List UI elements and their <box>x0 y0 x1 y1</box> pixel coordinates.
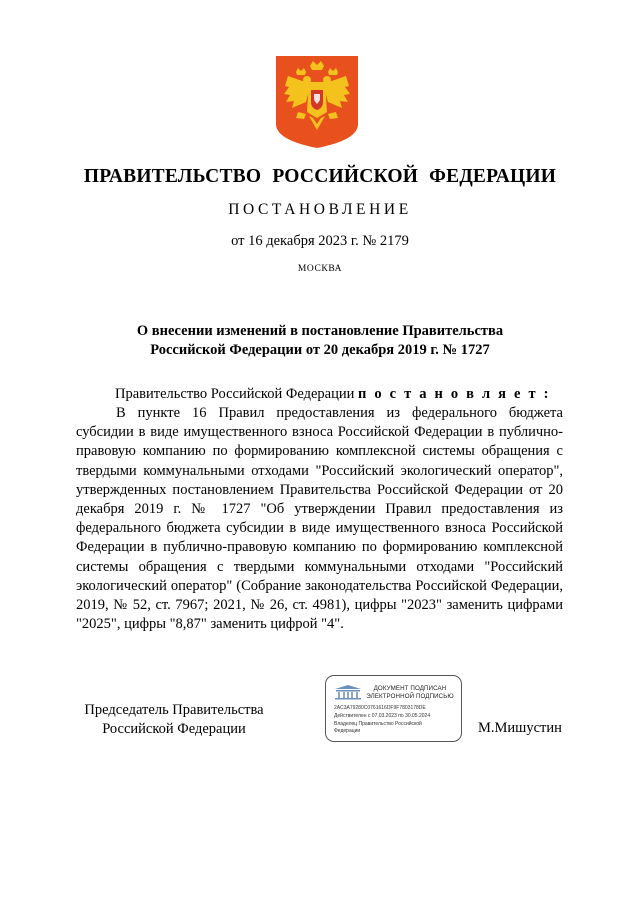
body-paragraph: В пункте 16 Правил предоставления из федерального бюджета субсидии в виде имущественного взноса Российской Федерации в публично-правовую компанию по формированию комплексной системы обращения с твердыми коммунальными отходами "Российский экологический оператор", утвержденных постановлением Правительства Российской Федерации от 20 декабря 2019 г. № 1727 "Об утверждении Правил предоставления из федерального бюджета субсидии в виде имущественного взноса Российской Федерации в публично-правовую компанию по формированию комплексной системы обращения с твердыми коммунальными отходами "Российский экологический оператор" (Собрание законодательства Российской Федерации, 2019, № 52, ст. 7967; 2021, № 26, ст. 4981), цифры "2023" заменить цифрами "2025", цифры "8,87" заменить цифрой "4". <box>76 405 563 633</box>
subject-line-2: Российской Федерации от 20 декабря 2019 г. № 1727 <box>150 342 490 358</box>
signer-position-line-2: Российской Федерации <box>102 721 246 737</box>
government-building-icon <box>333 684 363 700</box>
coat-of-arms-emblem <box>276 56 358 148</box>
signer-position-line-1: Председатель Правительства <box>84 702 264 718</box>
signer-position <box>78 701 270 739</box>
preamble-text: Правительство Российской Федерации <box>115 386 358 402</box>
stamp-heading-line-2: ЭЛЕКТРОННОЙ ПОДПИСЬЮ <box>366 693 454 700</box>
certificate-owner <box>334 721 454 734</box>
government-title: ПРАВИТЕЛЬСТВО РОССИЙСКОЙ ФЕДЕРАЦИИ <box>83 166 557 187</box>
certificate-number: 2AC3A79280C0761616DF9F7803178DE <box>334 705 426 711</box>
document-type: ПОСТАНОВЛЕНИЕ <box>228 201 412 218</box>
stamp-heading-line-1: ДОКУМЕНТ ПОДПИСАН <box>373 685 447 692</box>
subject-line-1: О внесении изменений в постановление Правительства <box>136 323 504 339</box>
certificate-validity: Действителен с 07.03.2023 по 30.05.2024 <box>334 713 431 719</box>
document-city: МОСКВА <box>297 264 343 274</box>
electronic-signature-stamp <box>325 675 462 742</box>
certificate-owner-line-1: Владелец Правительство Российской <box>334 721 422 727</box>
decree-word: п о с т а н о в л я е т : <box>357 386 551 402</box>
document-date-number: от 16 декабря 2023 г. № 2179 <box>231 233 409 249</box>
signature-stamp-heading <box>364 685 456 701</box>
certificate-owner-line-2: Федерации <box>334 727 361 734</box>
preamble <box>115 386 551 403</box>
document-subject <box>0 322 640 360</box>
signer-name: М.Мишустин <box>478 720 562 736</box>
